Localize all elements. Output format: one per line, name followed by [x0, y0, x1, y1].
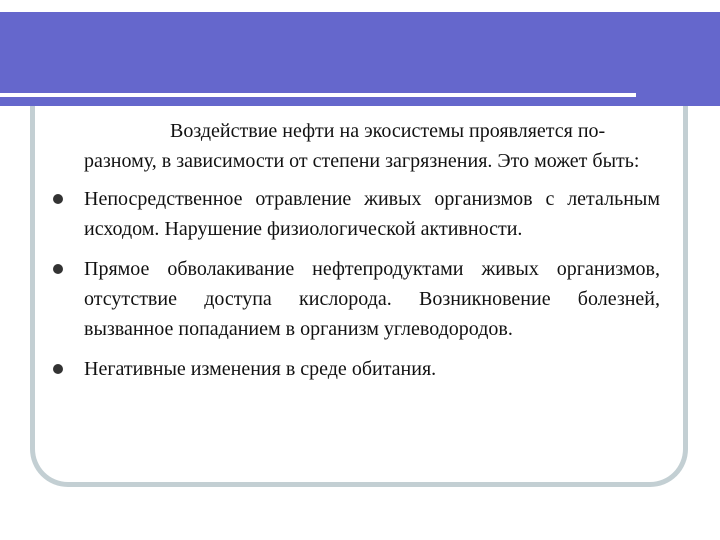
intro-paragraph: Воздействие нефти на экосистемы проявляется по-разному, в зависимости от степени загрязнения. Это может быть:	[84, 120, 640, 172]
slide-content	[48, 116, 660, 394]
bullet-text-1-rest: Нарушение физиологической активности.	[164, 218, 523, 240]
bullet-item-2	[48, 254, 660, 344]
header-rule	[0, 93, 636, 97]
bullet-text-3: Негативные изменения в среде обитания.	[84, 358, 437, 380]
bullet-text-1: Непосредственное отравление живых организмов с летальным исходом.	[84, 188, 660, 240]
bullet-icon	[53, 364, 63, 374]
bullet-item-1	[48, 184, 660, 244]
header-band	[0, 12, 720, 106]
bullet-text-2: Прямое обволакивание нефтепродуктами живых организмов, отсутствие доступа кислорода.	[84, 258, 660, 310]
bullet-icon	[53, 194, 63, 204]
bullet-text-2-rest: Возникновение болезней, вызванное попаданием в организм углеводородов.	[84, 288, 660, 340]
bullet-item-3	[48, 354, 660, 384]
bullet-icon	[53, 264, 63, 274]
